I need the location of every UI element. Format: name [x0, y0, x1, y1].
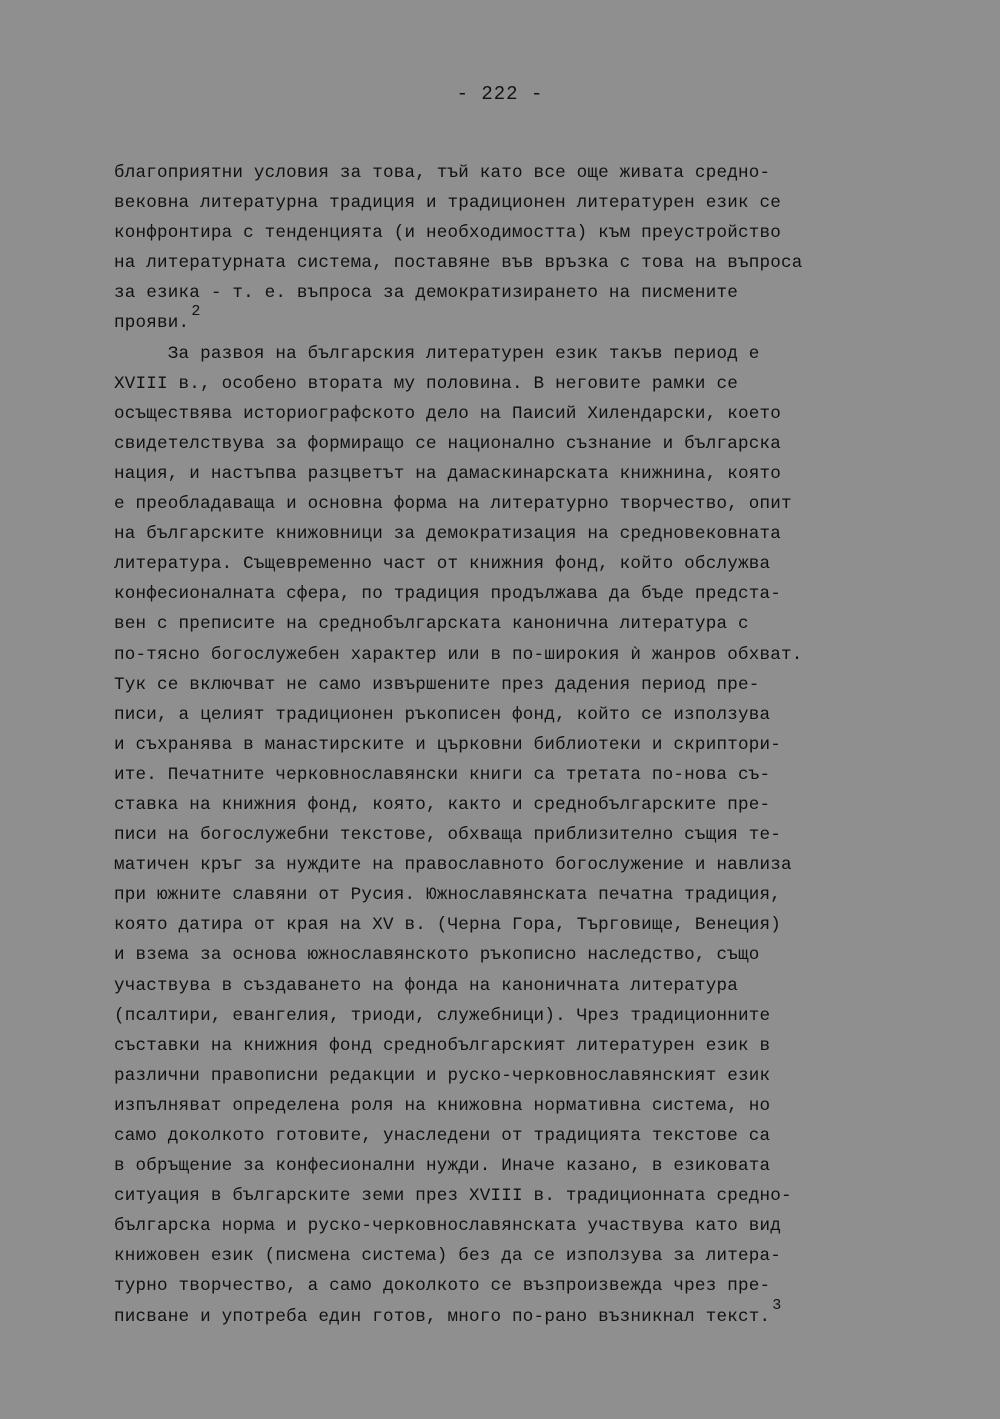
text-line: свидетелствува за формиращо се национално съзнание и българска	[114, 433, 781, 454]
text-line: при южните славяни от Русия. Южнославянската печатна традиция,	[114, 885, 781, 906]
paragraph-2	[114, 339, 894, 1332]
text-line: която датира от края на XV в. (Черна Гора, Търговище, Венеция)	[114, 915, 781, 936]
page-number: - 222 -	[456, 83, 544, 105]
text-line: участвува в създаването на фонда на каноничната литература	[114, 975, 738, 996]
footnote-reference: 2	[191, 303, 201, 321]
text-line-with-footnote	[114, 1296, 894, 1332]
text-line: матичен кръг за нуждите на православното богослужение и навлиза	[114, 855, 792, 876]
text-line: ите. Печатните черковнославянски книги са третата по-нова съ-	[114, 764, 771, 785]
text-line: на литературната система, поставяне във връзка с това на въпроса	[114, 253, 803, 274]
paragraph-1	[114, 158, 894, 339]
text-line: на българските книжовници за демократизация на средновековната	[114, 524, 781, 545]
text-line: конфронтира с тенденцията (и необходимостта) към преустройство	[114, 223, 781, 244]
text-line-content: писване и употреба един готов, много по-рано възникнал текст.	[114, 1306, 771, 1327]
text-line: книжовен език (писмена система) без да се използува за литера-	[114, 1246, 781, 1267]
text-line: благоприятни условия за това, тъй като все още живата средно-	[114, 163, 771, 183]
text-line: нация, и настъпва разцветът на дамаскинарската книжнина, която	[114, 463, 781, 484]
text-line: писи, а целият традиционен ръкописен фонд, който се използува	[114, 704, 771, 725]
text-line: Тук се включват не само извършените през дадения период пре-	[114, 674, 760, 695]
text-line: осъществява историографското дело на Паисий Хилендарски, което	[114, 403, 781, 424]
text-line: литература. Същевременно част от книжния фонд, който обслужва	[114, 554, 771, 575]
text-line: за езика - т. е. въпроса за демократизирането на писмените	[114, 283, 738, 304]
text-line: само доколкото готовите, унаследени от традицията текстове са	[114, 1126, 771, 1146]
text-line: изпълняват определена роля на книжовна нормативна система, но	[114, 1095, 771, 1116]
text-line: ставка на книжния фонд, която, както и среднобългарските пре-	[114, 794, 771, 815]
text-line: и взема за основа южнославянското ръкописно наследство, също	[114, 945, 760, 966]
text-line: съставки на книжния фонд среднобългарският литературен език в	[114, 1035, 771, 1056]
text-line: по-тясно богослужебен характер или в по-широкия ѝ жанров обхват.	[114, 644, 803, 665]
text-line: XVIII в., особено втората му половина. В неговите рамки се	[114, 373, 738, 394]
text-line-with-footnote	[114, 303, 894, 338]
text-line: в обръщение за конфесионални нужди. Иначе казано, в езиковата	[114, 1156, 771, 1177]
text-line: българска норма и руско-черковнославянската участвува като вид	[114, 1216, 781, 1237]
text-line: ситуация в българските земи през XVIII в. традиционната средно-	[114, 1186, 792, 1207]
text-line: турно творчество, а само доколкото се възпроизвежда чрез пре-	[114, 1276, 771, 1297]
text-line: (псалтири, евангелия, триоди, служебници). Чрез традиционните	[114, 1005, 771, 1026]
text-line: писи на богослужебни текстове, обхваща приблизително същия те-	[114, 825, 781, 846]
body-text	[114, 158, 894, 1332]
footnote-reference: 3	[772, 1296, 782, 1314]
text-line: е преобладаваща и основна форма на литературно творчество, опит	[114, 494, 792, 515]
text-line-content: прояви.	[114, 313, 190, 334]
text-line: и съхранява в манастирските и църковни библиотеки и скриптори-	[114, 734, 781, 755]
text-line: За развоя на българския литературен език такъв период е	[114, 343, 760, 364]
text-line: конфесионалната сфера, по традиция продължава да бъде предста-	[114, 584, 781, 605]
text-line: вековна литературна традиция и традиционен литературен език се	[114, 193, 781, 214]
text-line: различни правописни редакции и руско-черковнославянският език	[114, 1065, 771, 1086]
text-line: вен с преписите на среднобългарската канонична литература с	[114, 614, 749, 635]
